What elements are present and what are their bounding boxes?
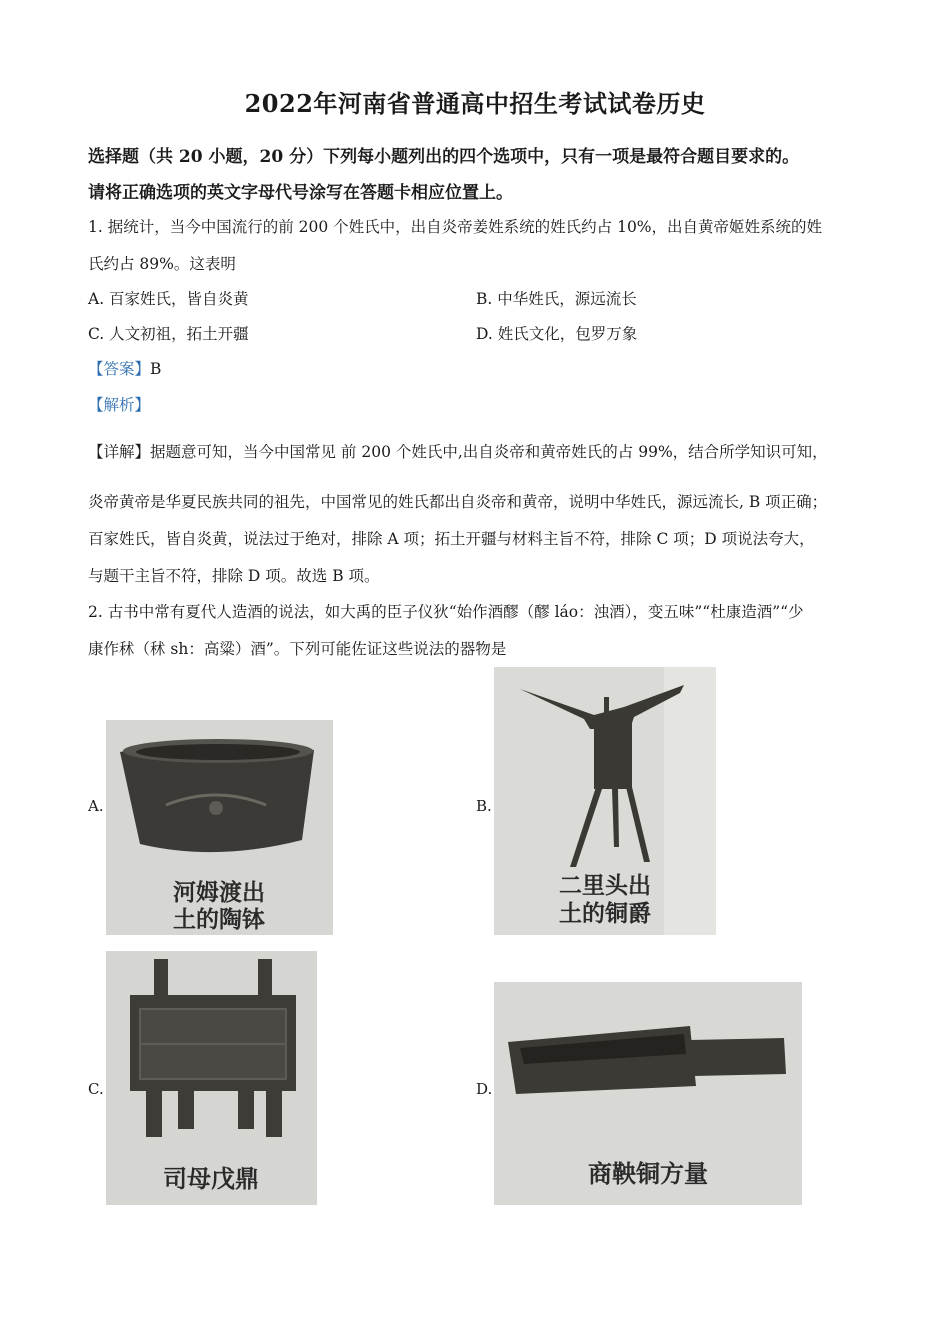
figure-d-label: D. (476, 1080, 493, 1098)
figure-b-caption-line-1: 二里头出 (559, 873, 651, 899)
instructions-line-1: 选择题（共 20 小题，20 分）下列每小题列出的四个选项中，只有一项是最符合题目要求的。 (88, 147, 800, 167)
figure-b-label: B. (476, 797, 492, 815)
page-title: 2022年河南省普通高中招生考试试卷历史 (244, 89, 706, 118)
q1-detail-line-4: 与题干主旨不符，排除 D 项。故选 B 项。 (88, 567, 380, 585)
figure-a-caption-line-1: 河姆渡出 (173, 880, 265, 906)
q1-answer (88, 357, 161, 379)
q1-analysis-label: 【解析】 (88, 396, 151, 414)
figure-a-caption-line-2: 土的陶钵 (173, 907, 265, 933)
figure-c-caption: 司母戊鼎 (163, 1165, 259, 1193)
figure-a-pottery-bowl-photo (106, 720, 333, 935)
answer-label: 【答案】 (88, 360, 151, 378)
instructions-line-2: 请将正确选项的英文字母代号涂写在答题卡相应位置上。 (88, 183, 513, 203)
q1-stem-line-1: 1. 据统计，当今中国流行的前 200 个姓氏中，出自炎帝姜姓系统的姓氏约占 10%，出自黄帝姬姓系统的姓 (88, 218, 823, 236)
q1-detail-line-2: 炎帝黄帝是华夏民族共同的祖先，中国常见的姓氏都出自炎帝和黄帝，说明中华姓氏，源远流长, B 项正确； (88, 493, 828, 511)
q1-stem-line-2: 氏约占 89%。这表明 (88, 255, 236, 273)
q2-stem-line-1: 2. 古书中常有夏代人造酒的说法，如大禹的臣子仪狄“始作酒醪（醪 láo：浊酒），变五味”“杜康造酒”“少 (88, 603, 804, 621)
q1-detail-line-3: 百家姓氏，皆自炎黄，说法过于绝对，排除 A 项；拓土开疆与材料主旨不符，排除 C 项；D 项说法夸大， (88, 530, 815, 548)
q1-option-a: A. 百家姓氏，皆自炎黄 (88, 290, 249, 308)
figure-b-caption-line-2: 土的铜爵 (559, 901, 651, 927)
figure-d-caption: 商鞅铜方量 (588, 1160, 708, 1188)
q1-option-b: B. 中华姓氏，源远流长 (476, 290, 637, 308)
figure-d-shang-yang-measure-photo (494, 982, 802, 1205)
figure-b-bronze-jue-photo (494, 667, 716, 935)
q2-stem-line-2: 康作秫（秫 sh：高粱）酒”。下列可能佐证这些说法的器物是 (88, 640, 507, 658)
q1-option-c: C. 人文初祖，拓土开疆 (88, 325, 249, 343)
q1-option-d: D. 姓氏文化，包罗万象 (476, 325, 638, 343)
answer-value: B (150, 360, 162, 378)
figure-a-label: A. (88, 797, 104, 815)
q1-detail-line-1: 【详解】据题意可知，当今中国常见 前 200 个姓氏中,出自炎帝和黄帝姓氏的占 99%，结合所学知识可知， (88, 443, 828, 461)
figure-c-simuwu-ding-photo (106, 951, 317, 1205)
figure-c-label: C. (88, 1080, 104, 1098)
